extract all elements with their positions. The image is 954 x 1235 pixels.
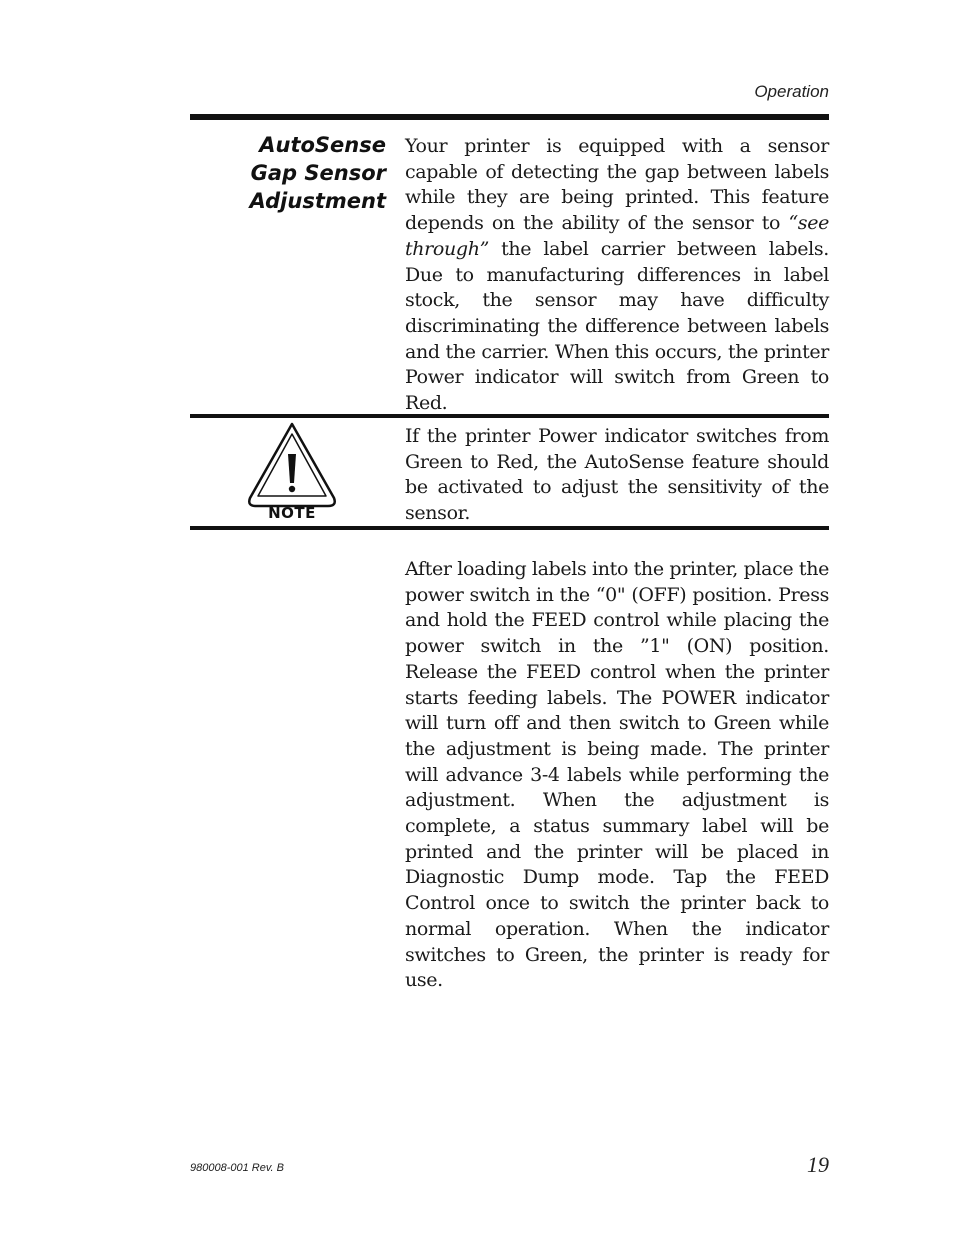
note-top-rule — [190, 414, 829, 418]
section-heading — [186, 131, 386, 215]
section-heading-line: Adjustment — [249, 189, 386, 213]
procedure-paragraph: After loading labels into the printer, place the power switch in the “0" (OFF) position. Press and hold the FEED control while placing the power switch in the ”1" (ON) position. Release the FEED control when the printer starts feeding labels. The POWER indicator will turn off and then switch to Green while the adjustment is being made. The printer will advance 3-4 labels while performing the adjustment. When the adjustment is complete, a status summary label will be printed and the printer will be placed in Diagnostic Dump mode. Tap the FEED Control once to switch the printer back to normal operation. When the indicator switches to Green, the printer is ready for use. — [405, 558, 829, 992]
section-heading-line: AutoSense — [259, 133, 386, 157]
intro-text: Your printer is equipped with a sensor capable of detecting the gap between labels while they are being printed. This feature depends on the ability of the sensor to — [405, 135, 829, 235]
document-number: 980008-001 Rev. B — [190, 1162, 284, 1174]
note-text: If the printer Power indicator switches from Green to Red, the AutoSense feature should be activated to adjust the sensitivity of the sensor. — [405, 425, 829, 525]
intro-paragraph — [405, 134, 829, 417]
running-head: Operation — [754, 82, 829, 101]
page-number: 19 — [807, 1152, 829, 1177]
intro-emphasis: “see through” — [405, 212, 829, 260]
note-label: NOTE — [268, 504, 316, 522]
intro-text-continued: the label carrier between labels. Due to manufacturing differences in label stock, the sensor may have difficulty discriminating the difference between labels and the carrier. When this occurs, the printer Power indicator will switch from Green to Red. — [405, 237, 829, 415]
section-heading-line: Gap Sensor — [250, 161, 386, 185]
note-bottom-rule — [190, 526, 829, 530]
top-rule — [190, 114, 829, 120]
